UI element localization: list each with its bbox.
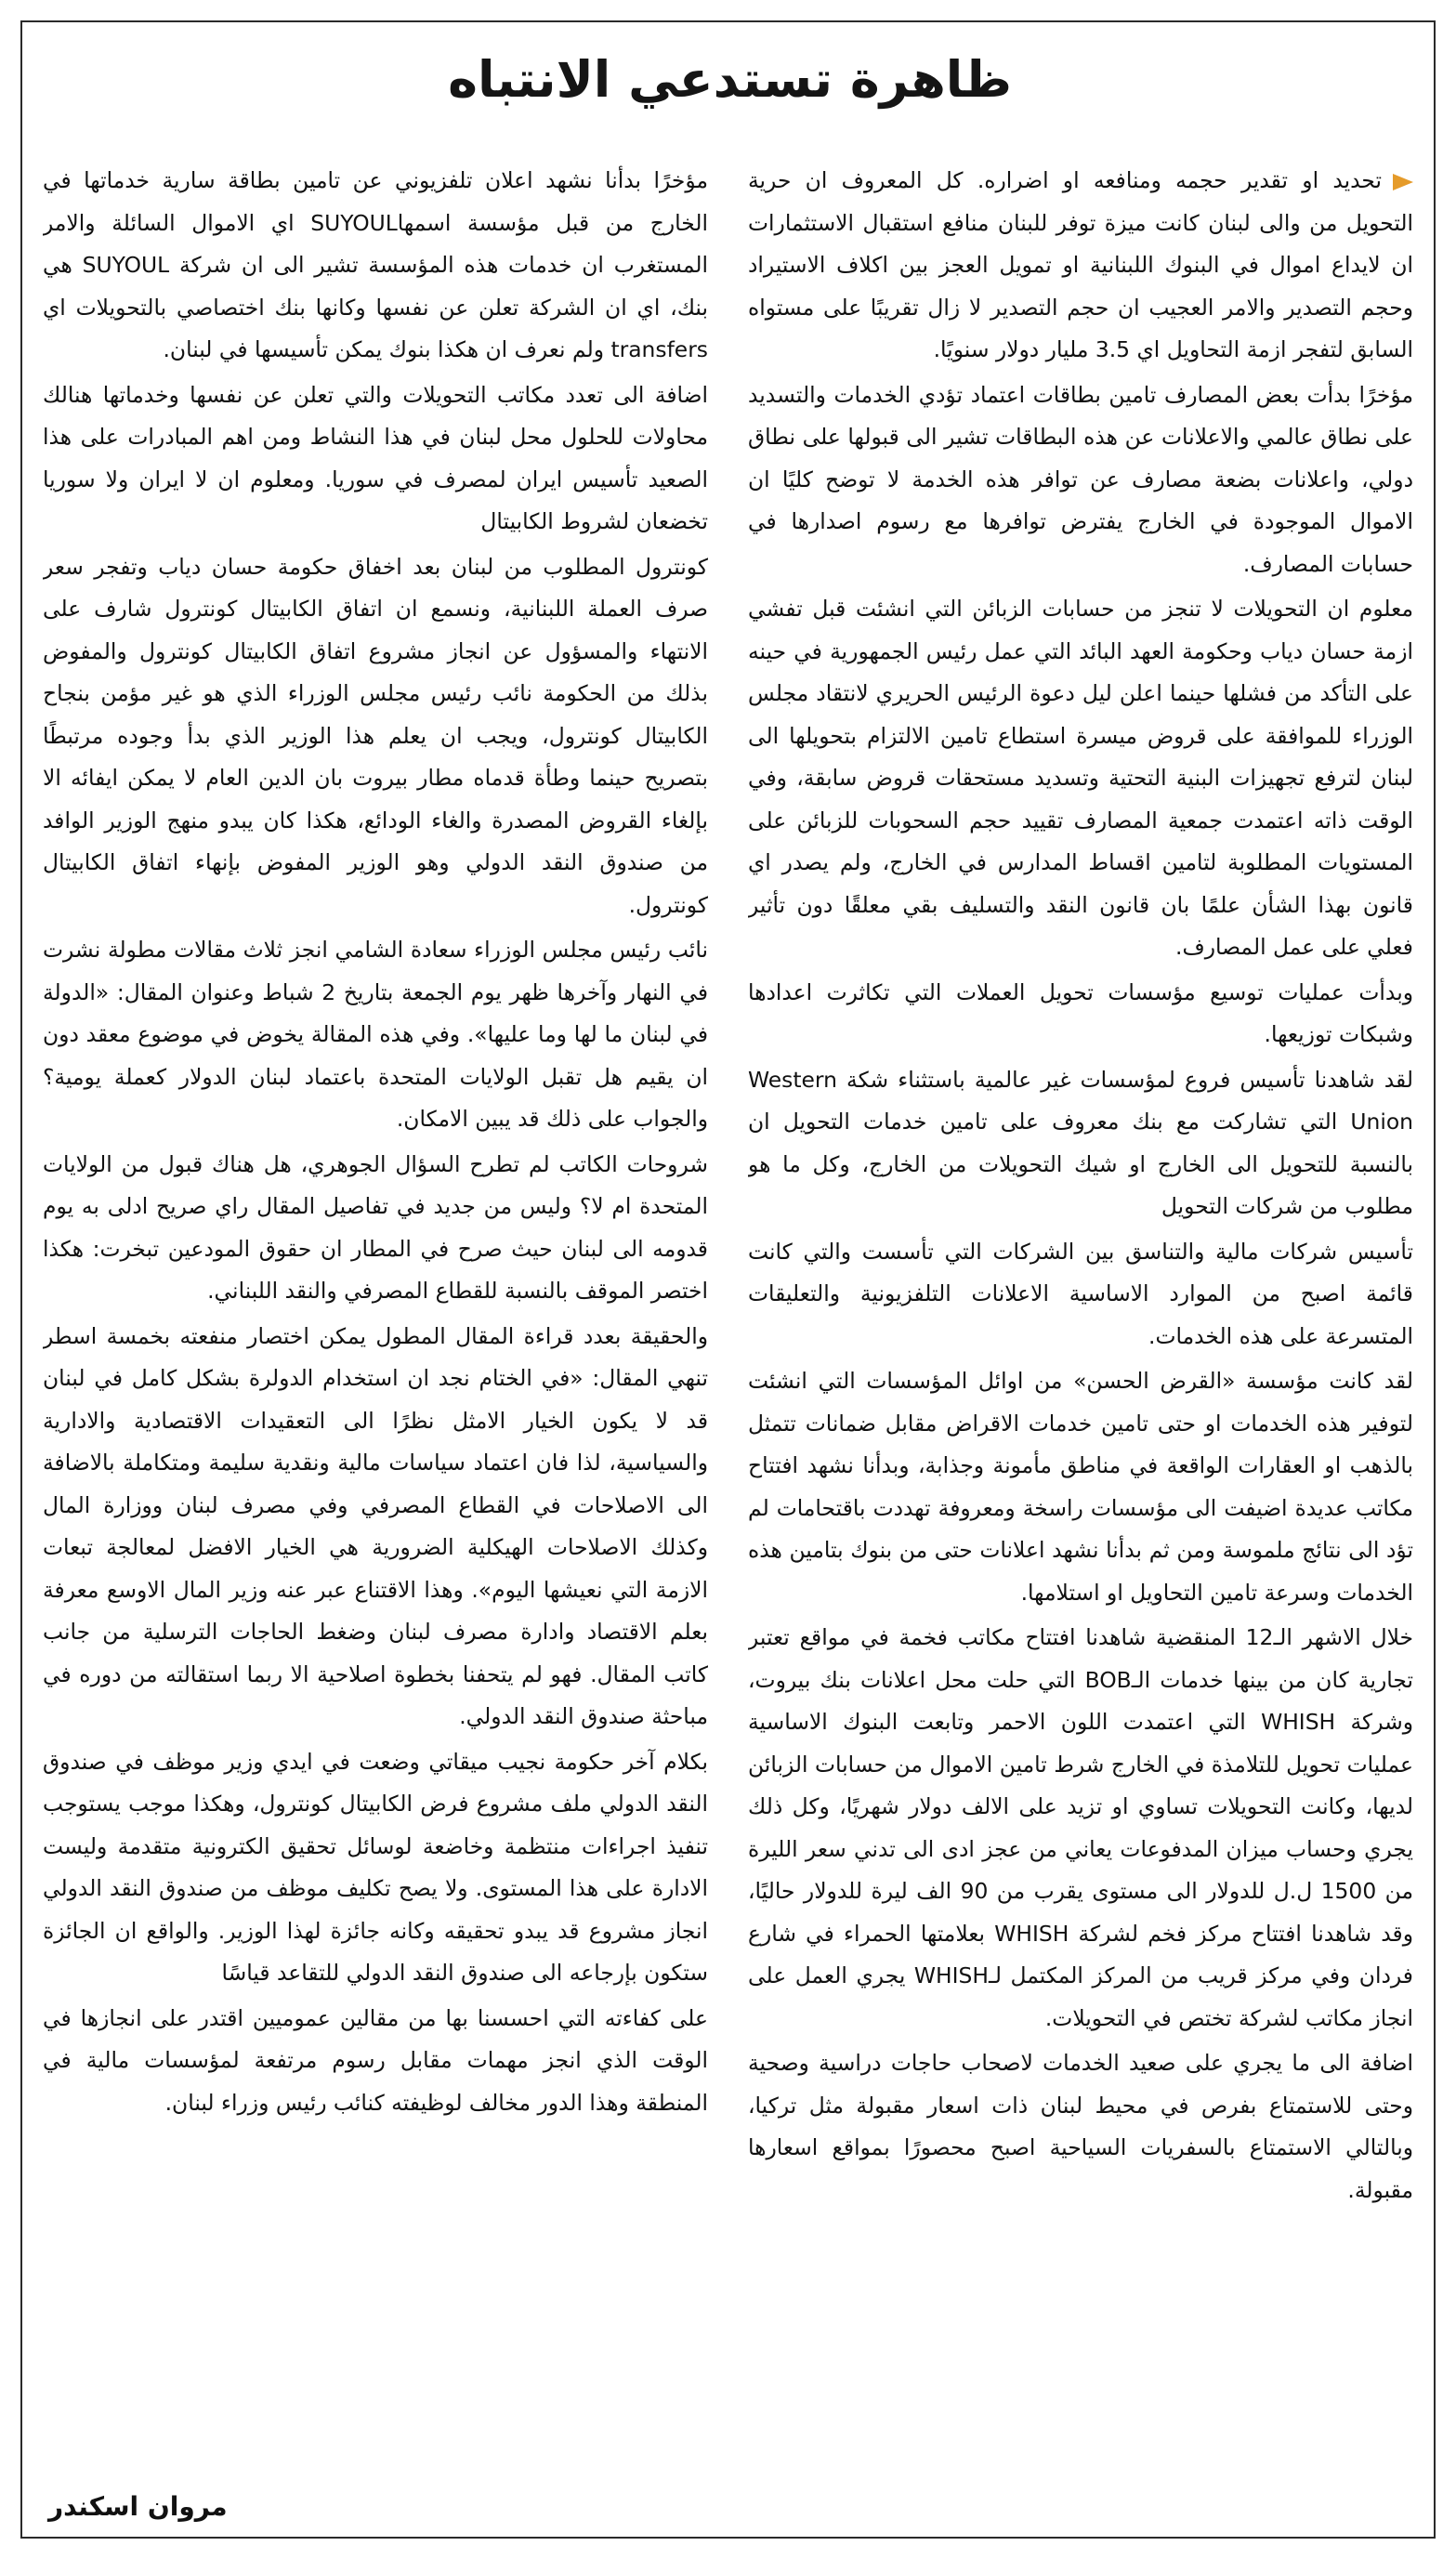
paragraph-text: تأسيس شركات مالية والتناسق بين الشركات التي تأسست والتي كانت قائمة اصبح من الموارد الاساسية الاعلانات التلفزيونية والتعليقات المتسرعة على هذه الخدمات. xyxy=(748,1238,1413,1349)
article-paragraph xyxy=(748,374,1413,586)
article-paragraph xyxy=(43,929,708,1141)
paragraph-text: نائب رئيس مجلس الوزراء سعادة الشامي انجز ثلاث مقالات مطولة نشرت في النهار وآخرها ظهر يوم الجمعة بتاريخ 2 شباط وعنوان المقال: «الدولة في لبنان ما لها وما عليها». وفي هذه المقالة يخوض في موضوع معقد دون ان يقيم هل تقبل الولايات المتحدة باعتماد لبنان الدولار كعملة يومية؟ والجواب على ذلك قد يبين الامكان. xyxy=(43,937,708,1132)
article-paragraph xyxy=(748,2042,1413,2211)
paragraph-text: بكلام آخر حكومة نجيب ميقاتي وضعت في ايدي وزير موظف في صندوق النقد الدولي ملف مشروع فرض الكابيتال كونترول، وهكذا موجب يستوجب تنفيذ اجراءات منتظمة وخاضعة لوسائل تحقيق الكترونية متقدمة وليست الادارة على هذا المستوى. ولا يصح تكليف موظف من صندوق النقد الدولي انجاز مشروع قد يبدو تحقيقه وكانه جائزة لهذا الوزير. والواقع ان الجائزة ستكون بإرجاعه الى صندوق النقد الدولي للتقاعد قياسًا xyxy=(43,1748,708,1986)
article-paragraph xyxy=(43,1144,708,1313)
paragraph-text: اضافة الى تعدد مكاتب التحويلات والتي تعلن عن نفسها وخدماتها هنالك محاولات للحلول محل لبنان في هذا النشاط ومن اهم المبادرات على هذا الصعيد تأسيس ايران لمصرف في سوريا. ومعلوم ان لا ايران ولا سوريا تخضعان لشروط الكابيتال xyxy=(43,381,708,534)
paragraph-text: مؤخرًا بدأنا نشهد اعلان تلفزيوني عن تامين بطاقة سارية خدماتها في الخارج من قبل مؤسسة اسمهاSUYOUL اي الاموال السائلة والامر المستغرب ان خدمات هذه المؤسسة تشير الى ان شركة SUYOUL هي بنك، اي ان الشركة تعلن عن نفسها وكانها بنك اختصاصي بالتحويلات اي transfers ولم نعرف ان هكذا بنوك يمكن تأسيسها في لبنان. xyxy=(43,167,708,362)
paragraph-text: وبدأت عمليات توسيع مؤسسات تحويل العملات التي تكاثرت اعدادها وشبكات توزيعها. xyxy=(748,978,1413,1047)
article-paragraph xyxy=(748,160,1413,372)
paragraph-text: اضافة الى ما يجري على صعيد الخدمات لاصحاب حاجات دراسية وصحية وحتى للاستمتاع بفرص في محيط لبنان ذات اسعار مقبولة مثل تركيا، وبالتالي الاستمتاع بالسفريات السياحية اصبح محصورًا بمواقع اسعارها مقبولة. xyxy=(748,2050,1413,2203)
left-column xyxy=(43,160,708,2501)
article-frame xyxy=(20,20,1436,2539)
article-paragraph xyxy=(43,374,708,544)
article-paragraph xyxy=(43,546,708,927)
paragraph-text: مؤخرًا بدأت بعض المصارف تامين بطاقات اعتماد تؤدي الخدمات والتسديد على نطاق عالمي والاعلانات عن هذه البطاقات تشير الى قبولها على نطاق دولي، واعلانات بضعة مصارف عن توافر هذه الخدمة لا توضح كليًا ان الاموال الموجودة في الخارج يفترض توافرها مع رسوم اصدارها في حسابات المصارف. xyxy=(748,381,1413,577)
article-paragraph xyxy=(748,1059,1413,1228)
paragraph-text: على كفاءته التي احسسنا بها من مقالين عموميين اقتدر على انجازها في الوقت الذي انجز مهمات مقابل رسوم مرتفعة لمؤسسات مالية في المنطقة وهذا الدور مخالف لوظيفته كنائب رئيس وزراء لبنان. xyxy=(43,2004,708,2116)
article-paragraph xyxy=(748,1360,1413,1614)
paragraph-text: خلال الاشهر الـ12 المنقضية شاهدنا افتتاح مكاتب فخمة في مواقع تعتبر تجارية كان من بينها خدمات الـBOB التي حلت محل اعلانات بنك بيروت، وشركة WHISH التي اعتمدت اللون الاحمر وتابعت البنوك الاساسية عمليات تحويل للتلامذة في الخارج شرط تامين الاموال من حسابات الزبائن لديها، وكانت التحويلات تساوي او تزيد على الالف دولار شهريًا، وكل ذلك يجري وحساب ميزان المدفوعات يعاني من عجز ادى الى تدني سعر الليرة من 1500 ل.ل للدولار الى مستوى يقرب من 90 الف ليرة للدولار حاليًا، وقد شاهدنا افتتاح مركز فخم لشركة WHISH بعلامتها الحمراء في شارع فردان وفي مركز قريب من المركز المكتمل لـWHISH يجري العمل على انجاز مكاتب لشركة تختص في التحويلات. xyxy=(748,1624,1413,2031)
article-paragraph xyxy=(748,1617,1413,2040)
paragraph-text: تحديد او تقدير حجمه ومنافعه او اضراره. كل المعروف ان حرية التحويل من والى لبنان كانت ميزة توفر للبنان منافع استقبال الاستثمارات ان لايداع اموال في البنوك اللبنانية او تمويل العجز بين اكلاف الاستيراد وحجم التصدير والامر العجيب ان حجم التصدير لا زال تقريبًا على مستواه السابق لتفجر ازمة التحاويل اي 3.5 مليار دولار سنويًا. xyxy=(748,167,1413,362)
article-paragraph xyxy=(43,1741,708,1995)
right-column xyxy=(748,160,1413,2501)
article-paragraph xyxy=(748,972,1413,1056)
paragraph-text: شروحات الكاتب لم تطرح السؤال الجوهري، هل هناك قبول من الولايات المتحدة ام لا؟ وليس من جديد في تفاصيل المقال راي صريح ادلى به يوم قدومه الى لبنان حيث صرح في المطار ان حقوق المودعين تبخرت: هكذا اختصر الموقف بالنسبة للقطاع المصرفي والنقد اللبناني. xyxy=(43,1150,708,1304)
article-paragraph xyxy=(748,588,1413,969)
article-paragraph xyxy=(748,1231,1413,1358)
article-paragraph xyxy=(43,1998,708,2125)
paragraph-text: معلوم ان التحويلات لا تنجز من حسابات الزبائن التي انشئت قبل تفشي ازمة حسان دياب وحكومة العهد البائد التي عمل رئيس الجمهورية في حينه على التأكد من فشلها حينما اعلن ليل دعوة الرئيس الحريري لانتقاد مجلس الوزراء للموافقة على قروض ميسرة استطاع تامين الالتزام بتحويلها الى لبنان لترفع تجهيزات البنية التحتية وتسديد مستحقات قروض سابقة، وفي الوقت ذاته اعتمدت جمعية المصارف تقييد حجم السحوبات للزبائن على المستويات المطلوبة لتامين اقساط المدارس في الخارج، ولم يصدر اي قانون بهذا الشأن علمًا بان قانون النقد والتسليف بقي معلقًا دون تأثير فعلي على عمل المصارف. xyxy=(748,596,1413,960)
paragraph-text: لقد شاهدنا تأسيس فروع لمؤسسات غير عالمية باستثناء شكة Western Union التي تشاركت مع بنك معروف على تامين خدمات التحويل ان بالنسبة للتحويل الى الخارج او شيك التحويلات من الخارج، وكل ما هو مطلوب من شركات التحويل xyxy=(748,1066,1413,1219)
article-paragraph xyxy=(43,1316,708,1739)
article-title: ظاهرة تستدعي الانتباه xyxy=(448,50,1012,109)
continuation-arrow-icon xyxy=(1393,174,1413,190)
paragraph-text: والحقيقة بعدد قراءة المقال المطول يمكن اختصار منفعته بخمسة اسطر تنهي المقال: «في الختام نجد ان استخدام الدولرة بشكل كامل في لبنان قد لا يكون الخيار الامثل نظرًا الى التعقيدات الاقتصادية والادارية والسياسية، لذا فان اعتماد سياسات مالية ونقدية سليمة ومتكاملة بالاضافة الى الاصلاحات في القطاع المصرفي وفي مصرف لبنان ووزارة المال وكذلك الاصلاحات الهيكلية الضرورية هي الخيار الافضل لمعالجة تبعات الازمة التي نعيشها اليوم». وهذا الاقتناع عبر عنه وزير المال الاوسع معرفة بعلم الاقتصاد وادارة مصرف لبنان وضغط الحاجات الترسلية من جانب كاتب المقال. فهو لم يتحفنا بخطوة اصلاحية الا ربما استقالته من دوره في مباحثة صندوق النقد الدولي. xyxy=(43,1322,708,1729)
paragraph-text: كونترول المطلوب من لبنان بعد اخفاق حكومة حسان دياب وتفجر سعر صرف العملة اللبنانية، ونسمع ان اتفاق الكابيتال كونترول شارف على الانتهاء والمسؤول عن انجاز مشروع اتفاق الكابيتال كونترول والمفوض بذلك من الحكومة نائب رئيس مجلس الوزراء الذي هو غير مؤمن بنجاح الكابيتال كونترول، ويجب ان يعلم هذا الوزير الذي بدأ وجوده مرتبطًا بتصريح حينما وطأة قدماه مطار بيروت بان الدين العام لا يمكن ايفائه الا بإلغاء القروض المصدرة والغاء الودائع، هكذا كان يبدو منهج الوزير الوافد من صندوق النقد الدولي وهو الوزير المفوض بإنهاء اتفاق الكابيتال كونترول. xyxy=(43,553,708,918)
author-name: مروان اسكندر xyxy=(48,2491,228,2522)
paragraph-text: لقد كانت مؤسسة «القرض الحسن» من اوائل المؤسسات التي انشئت لتوفير هذه الخدمات او حتى تامين خدمات الاقراض مقابل ضمانات تتمثل بالذهب او العقارات الواقعة في مناطق مأمونة وجذابة، وبدأنا نشهد افتتاح مكاتب عديدة اضيفت الى مؤسسات راسخة ومعروفة تهددت باقتحامات لم تؤد الى نتائج ملموسة ومن ثم بدأنا نشهد اعلانات حتى من بنوك بتامين هذه الخدمات وسرعة تامين التحاويل او استلامها. xyxy=(748,1368,1413,1606)
article-paragraph xyxy=(43,160,708,372)
